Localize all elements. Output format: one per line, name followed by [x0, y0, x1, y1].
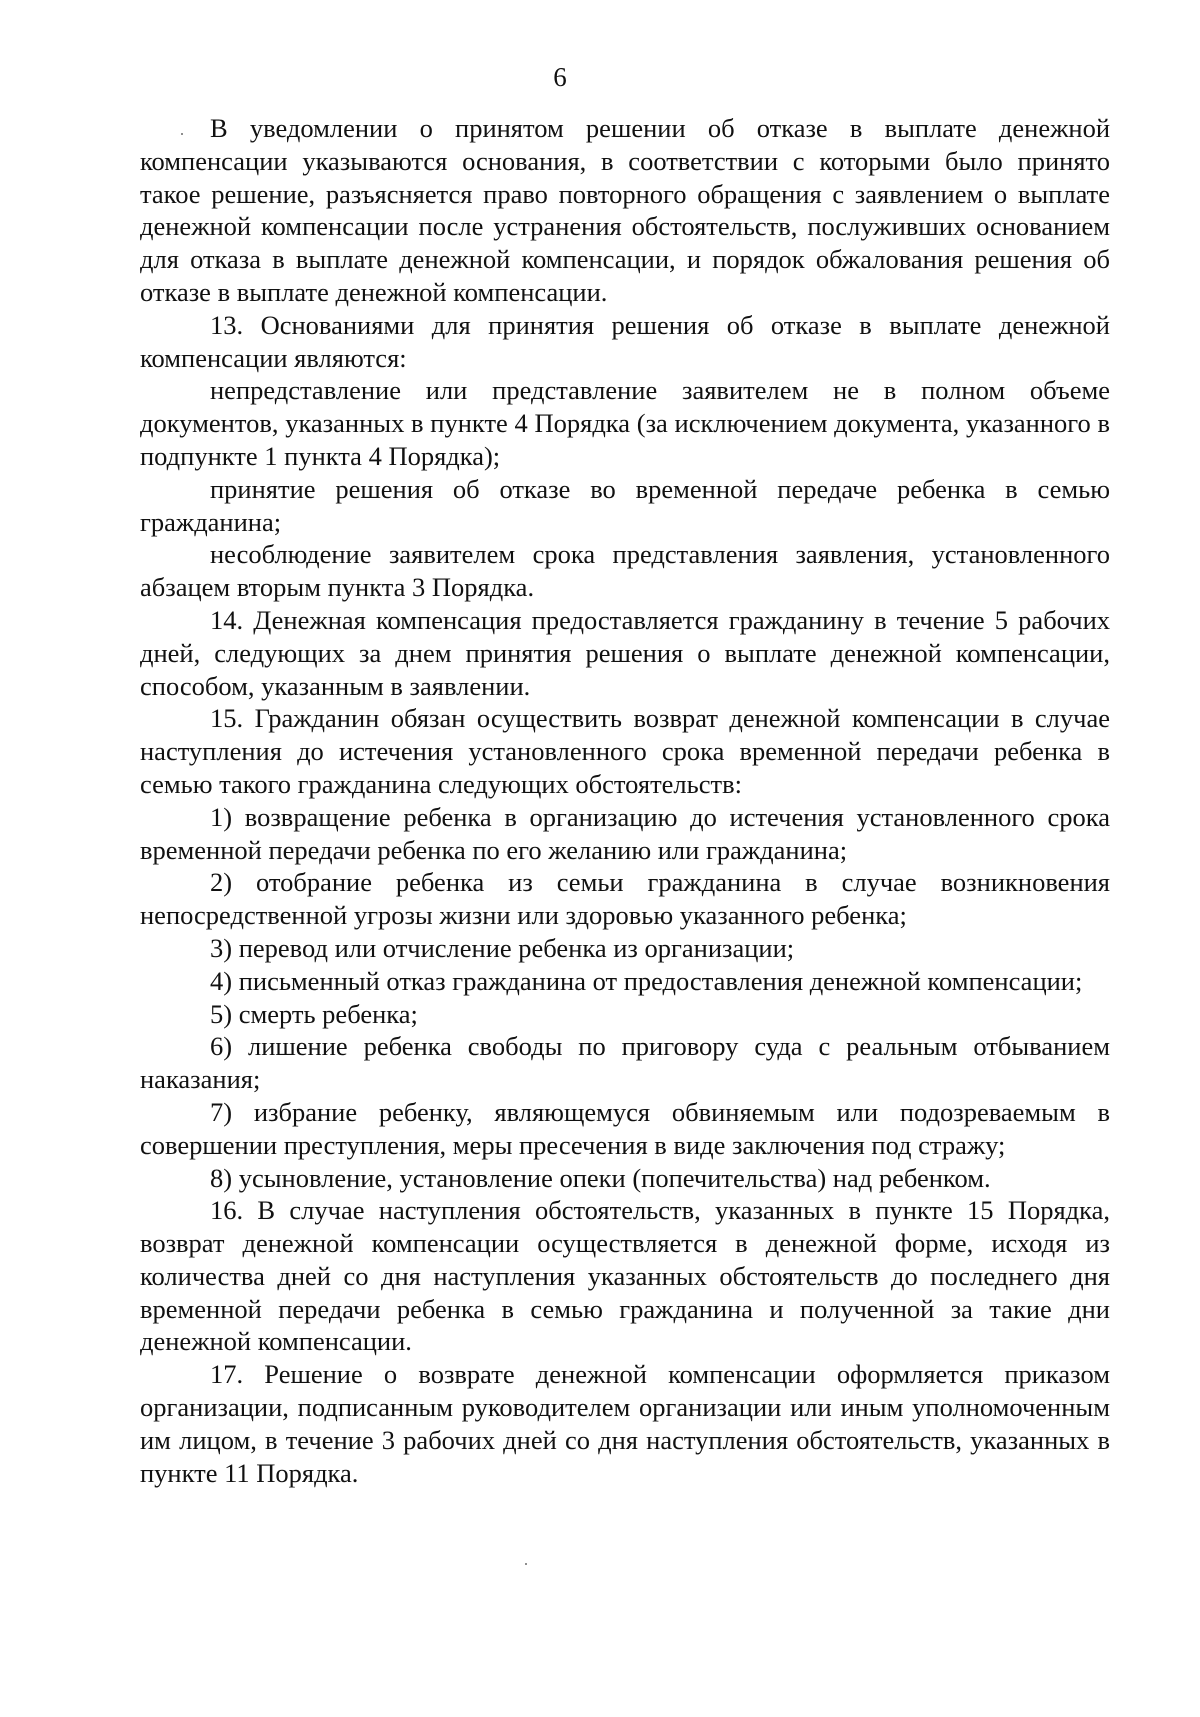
paragraph-notification-content: В уведомлении о принятом решении об отказе в выплате денежной компенсации указываются основания, в соответствии с которыми было принято такое решение, разъясняется право повторного обращения с заявлением о выплате денежной компенсации после устранения обстоятельств, послуживших основанием для отказа в выплате денежной компенсации, и порядок обжалования решения об отказе в выплате денежной компенсации.: [140, 113, 1110, 307]
paragraph-14-payment-term: 14. Денежная компенсация предоставляется гражданину в течение 5 рабочих дней, следующих за днем принятия решения о выплате денежной компенсации, способом, указанным в заявлении.: [140, 604, 1110, 701]
ground-transfer-refusal: принятие решения об отказе во временной передаче ребенка в семью гражданина;: [140, 473, 1110, 537]
paragraph-13-grounds: 13. Основаниями для принятия решения об отказе в выплате денежной компенсации являются:: [140, 309, 1110, 373]
paragraph-17-refund-order: 17. Решение о возврате денежной компенсации оформляется приказом организации, подписанным руководителем организации или иным уполномоченным им лицом, в течение 3 рабочих дней со дня наступления обстоятельств, указанных в пункте 11 Порядка.: [140, 1359, 1110, 1488]
refund-case-2: 2) отобрание ребенка из семьи гражданина в случае возникновения непосредственной угрозы жизни или здоровью указанного ребенка;: [140, 867, 1110, 931]
refund-case-5: 5) смерть ребенка;: [210, 998, 418, 1029]
refund-case-3: 3) перевод или отчисление ребенка из организации;: [210, 932, 795, 963]
scan-artifact-dot: [525, 1563, 527, 1565]
refund-case-4: 4) письменный отказ гражданина от предоставления денежной компенсации;: [210, 965, 1083, 996]
paragraph-16-refund-form: 16. В случае наступления обстоятельств, указанных в пункте 15 Порядка, возврат денежной компенсации осуществляется в денежной форме, исходя из количества дней со дня наступления указанных обстоятельств до последнего дня временной передачи ребенка в семью гражданина и полученной за такие дни денежной компенсации.: [140, 1195, 1110, 1357]
ground-deadline-violation: несоблюдение заявителем срока представления заявления, установленного абзацем вторым пункта 3 Порядка.: [140, 539, 1110, 603]
refund-case-1: 1) возвращение ребенка в организацию до истечения установленного срока временной передачи ребенка по его желанию или гражданина;: [140, 801, 1110, 865]
page-number: 6: [553, 62, 567, 92]
refund-case-7: 7) избрание ребенку, являющемуся обвиняемым или подозреваемым в совершении преступления, меры пресечения в виде заключения под стражу;: [140, 1096, 1110, 1160]
refund-case-6: 6) лишение ребенка свободы по приговору суда с реальным отбыванием наказания;: [140, 1031, 1110, 1095]
scan-artifact-dot: [181, 133, 183, 135]
document-body: [140, 112, 1110, 1489]
paragraph-15-refund-duty: 15. Гражданин обязан осуществить возврат денежной компенсации в случае наступления до истечения установленного срока временной передачи ребенка в семью такого гражданина следующих обстоятельств:: [140, 703, 1110, 799]
refund-case-8: 8) усыновление, установление опеки (попечительства) над ребенком.: [210, 1162, 991, 1193]
ground-missing-documents: непредставление или представление заявителем не в полном объеме документов, указанных в пункте 4 Порядка (за исключением документа, указанного в подпункте 1 пункта 4 Порядка);: [140, 375, 1110, 471]
